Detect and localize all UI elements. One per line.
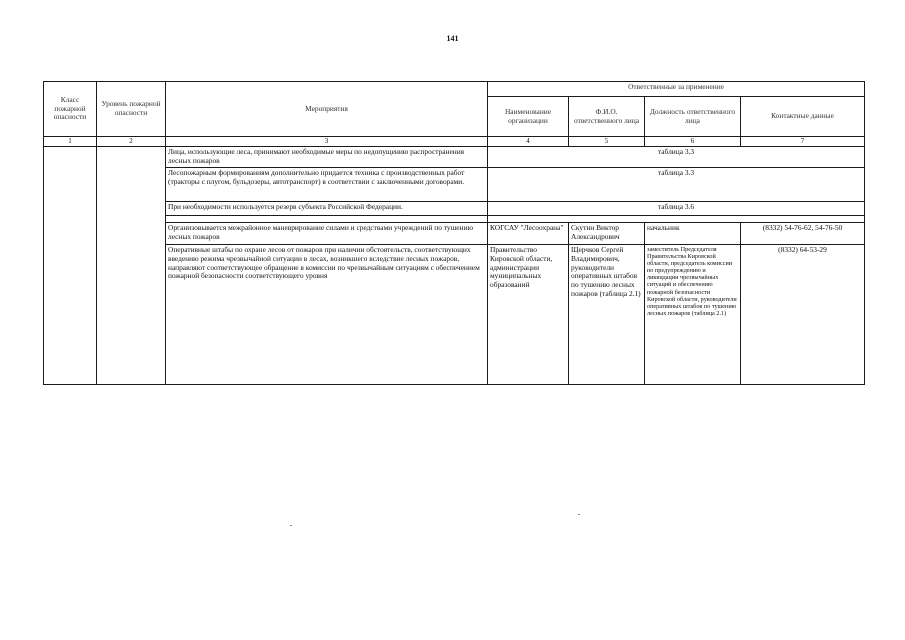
table-row — [44, 201, 865, 215]
column-number: 6 — [645, 137, 741, 147]
organization-cell: Правительство Кировской области, администрации муниципальных образований — [488, 244, 569, 384]
scan-speck — [578, 514, 580, 515]
header-organization: Наименование организации — [488, 97, 569, 137]
fire-measures-table — [43, 81, 865, 385]
measure-cell: Лица, использующие леса, принимают необходимые меры по недопущению распространения лесных пожаров — [166, 147, 488, 168]
fio-cell: Щерчков Сергей Владимирович, руководители оперативных штабов по тушению лесных пожаров (таблица 2.1) — [569, 244, 645, 384]
reference-cell: таблица 3.3 — [488, 167, 865, 201]
table-row — [44, 244, 865, 384]
organization-cell: КОГСАУ "Лесоохрана" — [488, 222, 569, 244]
reference-cell: таблица 3.3 — [488, 147, 865, 168]
table-row — [44, 147, 865, 168]
column-number: 3 — [166, 137, 488, 147]
fio-cell: Скутин Виктор Александрович — [569, 222, 645, 244]
page-number: 141 — [446, 34, 459, 43]
header-contacts: Контактные данные — [741, 97, 865, 137]
gap-cell — [488, 215, 865, 222]
column-number: 4 — [488, 137, 569, 147]
column-number: 7 — [741, 137, 865, 147]
measure-cell: При необходимости используется резерв субъекта Российской Федерации. — [166, 201, 488, 215]
header-fire-class: Класс пожарной опасности — [44, 82, 97, 137]
fire-level-cell — [97, 147, 166, 385]
column-number: 1 — [44, 137, 97, 147]
header-row-top — [44, 82, 865, 97]
column-number: 5 — [569, 137, 645, 147]
scan-speck — [290, 525, 292, 526]
column-number: 2 — [97, 137, 166, 147]
gap-cell — [166, 215, 488, 222]
row-gap — [44, 215, 865, 222]
contact-cell: (8332) 54-76-62, 54-76-50 — [741, 222, 865, 244]
measure-cell: Лесопожарным формированиям дополнительно придается техника с производственных работ (тракторы с плугом, бульдозеры, автотранспорт) в соответствии с заключенными договорами. — [166, 167, 488, 201]
fire-class-cell — [44, 147, 97, 385]
measure-cell: Оперативные штабы по охране лесов от пожаров при наличии обстоятельств, соответствующих введению режима чрезвычайной ситуации в лесах, возникшего вследствие лесных пожаров, направляют соответствующее обращение в комиссии по чрезвычайным ситуациям с обеспечением пожарной безопасности соответствующего уровня — [166, 244, 488, 384]
header-fire-level: Уровень пожарной опасности — [97, 82, 166, 137]
reference-cell: таблица 3.6 — [488, 201, 865, 215]
column-number-row — [44, 137, 865, 147]
table-row — [44, 222, 865, 244]
position-cell: начальник — [645, 222, 741, 244]
header-position: Должность ответственного лица — [645, 97, 741, 137]
table-row — [44, 167, 865, 201]
contact-cell: (8332) 64-53-29 — [741, 244, 865, 384]
header-measures: Мероприятия — [166, 82, 488, 137]
header-fio: Ф.И.О. ответственного лица — [569, 97, 645, 137]
header-responsible: Ответственные за применение — [488, 82, 865, 97]
position-cell: заместитель Председателя Правительства Кировской области, председатель комиссии по предупреждению и ликвидации чрезвычайных ситуаций и обеспечению пожарной безопасности Кировской области, руководители оперативных штабов по тушению лесных пожаров (таблица 2.1) — [645, 244, 741, 384]
measure-cell: Организовывается межрайонное маневрирование силами и средствами учреждений по тушению лесных пожаров — [166, 222, 488, 244]
